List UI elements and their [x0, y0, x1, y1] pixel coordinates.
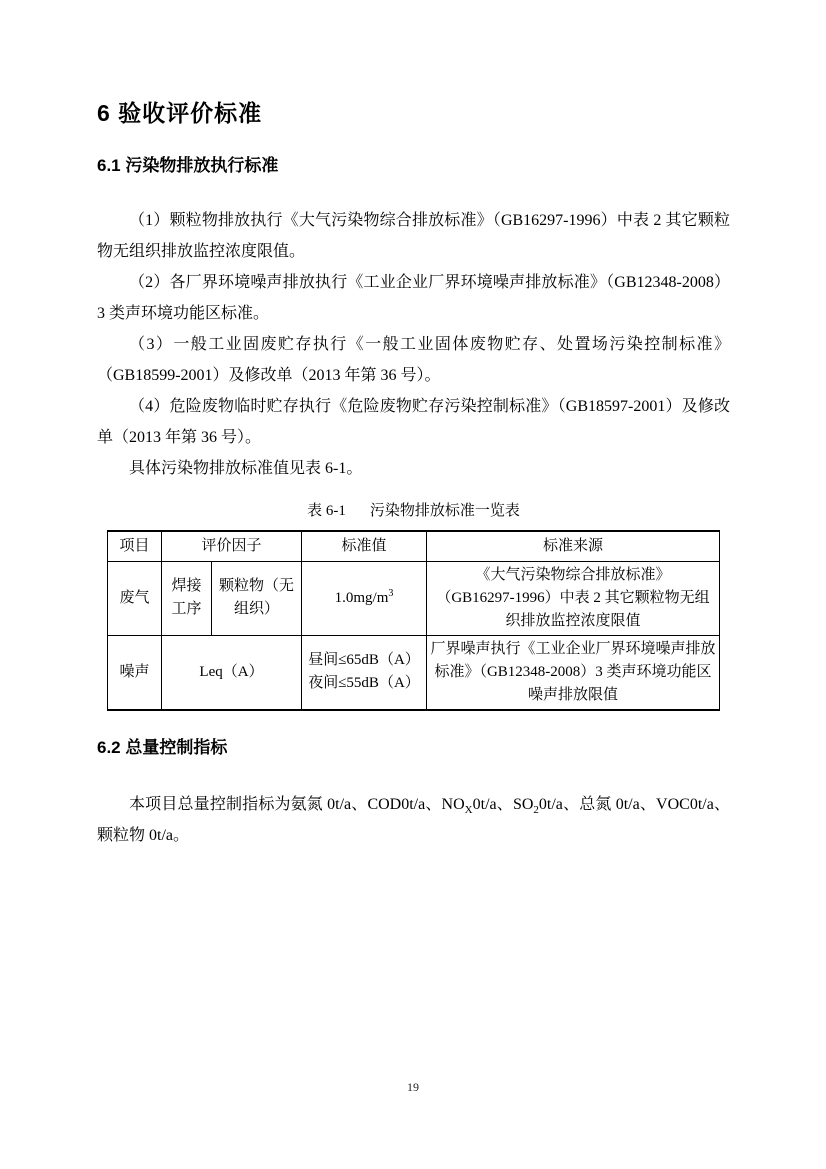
table-header-row [107, 531, 719, 561]
table-caption-label: 表 6-1 [307, 503, 346, 519]
cell-value-noise [302, 635, 427, 710]
pollutant-standard-table [107, 530, 720, 711]
page-number: 19 [407, 1080, 419, 1094]
noise-limit-day: 昼间≤65dB（A） [308, 652, 420, 668]
particulate-limit-exponent: 3 [388, 587, 394, 599]
cell-process-welding: 焊接工序 [161, 561, 211, 635]
page-content [97, 97, 730, 851]
paragraph-noise-standard: （2）各厂界环境噪声排放执行《工业企业厂界环境噪声排放标准》（GB12348-2008）3 类声环境功能区标准。 [97, 274, 730, 322]
table-row-noise [107, 635, 719, 710]
cell-source-gas [427, 561, 720, 635]
gas-source-line1: 《大气污染物综合排放标准》 [475, 566, 671, 583]
cell-item-noise: 噪声 [107, 635, 161, 710]
so2-subscript: 2 [533, 803, 539, 816]
paragraph-total-control [97, 789, 730, 851]
cell-pollutant-particulate: 颗粒物（无组织） [211, 561, 301, 635]
cell-factor-leq: Leq（A） [161, 635, 301, 710]
paragraph-table-reference: 具体污染物排放标准值见表 6-1。 [129, 460, 363, 477]
particulate-limit-value: 1.0mg/m [334, 589, 389, 606]
section-6-2-heading: 6.2 总量控制指标 [97, 737, 228, 757]
header-item: 项目 [107, 531, 161, 561]
cell-source-noise: 厂界噪声执行《工业企业厂界环境噪声排放标准》（GB12348-2008）3 类声环境功能区噪声排放限值 [427, 635, 720, 710]
table-row-waste-gas [107, 561, 719, 635]
header-value: 标准值 [302, 531, 427, 561]
noise-limit-night: 夜间≤55dB（A） [308, 675, 420, 691]
paragraph-solid-waste-standard: （3）一般工业固废贮存执行《一般工业固体废物贮存、处置场污染控制标准》（GB18599-2001）及修改单（2013 年第 36 号）。 [97, 336, 730, 384]
table-caption-title: 污染物排放标准一览表 [369, 503, 520, 519]
section-6-1-heading: 6.1 污染物排放执行标准 [97, 156, 279, 175]
total-control-part3: 0t/a、总氮 0t/a、VOC0t/a、颗粒物 0t/a。 [97, 795, 730, 844]
paragraph-hazardous-waste-standard: （4）危险废物临时贮存执行《危险废物贮存污染控制标准》（GB18597-2001）及修改单（2013 年第 36 号）。 [97, 398, 730, 446]
total-control-part2: 0t/a、SO [472, 795, 534, 813]
cell-value-particulate [302, 561, 427, 635]
gas-source-line2: （GB16297-1996）中表 2 其它颗粒物无组织排放监控浓度限值 [436, 589, 710, 629]
header-source: 标准来源 [427, 531, 720, 561]
cell-item-gas: 废气 [107, 561, 161, 635]
nox-subscript: X [464, 803, 473, 816]
chapter-heading: 6 验收评价标准 [97, 100, 263, 126]
table-caption [97, 500, 730, 522]
paragraph-particulate-standard: （1）颗粒物排放执行《大气污染物综合排放标准》（GB16297-1996）中表 2 其它颗粒物无组织排放监控浓度限值。 [97, 212, 730, 260]
header-factor: 评价因子 [161, 531, 301, 561]
total-control-part1: 本项目总量控制指标为氨氮 0t/a、COD0t/a、NO [129, 795, 465, 813]
